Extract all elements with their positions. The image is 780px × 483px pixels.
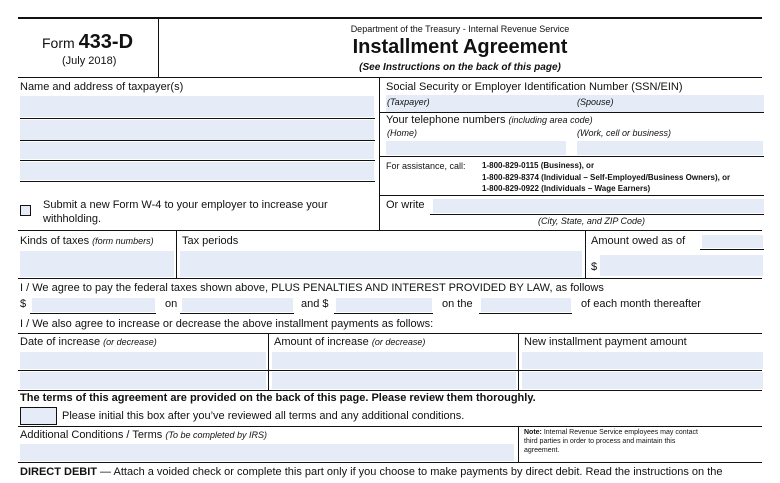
new-installment-label: New installment payment amount bbox=[524, 336, 687, 348]
assistance-label: For assistance, call: bbox=[386, 161, 466, 171]
assistance-phone-1: 1-800-829-0115 (Business), or bbox=[482, 161, 595, 170]
name-address-field-3[interactable] bbox=[20, 142, 374, 159]
additional-conditions-label: Additional Conditions / Terms bbox=[20, 429, 163, 441]
amount-owed-label: Amount owed as of bbox=[591, 235, 686, 247]
or-write-label: Or write bbox=[386, 199, 425, 211]
note-line-3: agreement. bbox=[524, 447, 560, 454]
and-dollar-label: and $ bbox=[301, 298, 329, 310]
form-prefix: Form bbox=[42, 35, 75, 51]
note-label: Note: bbox=[524, 429, 542, 436]
amount-of-increase-field-2[interactable] bbox=[272, 372, 516, 389]
name-rule-1 bbox=[20, 118, 375, 119]
work-phone-field[interactable] bbox=[577, 141, 763, 155]
increase-bottom-rule bbox=[18, 390, 762, 391]
w4-checkbox[interactable] bbox=[20, 205, 31, 216]
increase-top-rule bbox=[18, 333, 762, 334]
home-phone-label: (Home) bbox=[387, 128, 418, 138]
ssn-taxpayer-label: (Taxpayer) bbox=[387, 97, 430, 107]
taxpayer-bottom-rule bbox=[18, 230, 762, 231]
amount-of-increase-hint: (or decrease) bbox=[371, 337, 426, 347]
payment-amount-field[interactable] bbox=[32, 298, 155, 312]
w4-text-line2: withholding. bbox=[43, 213, 102, 225]
kinds-of-taxes-field[interactable] bbox=[20, 251, 174, 277]
terms-bottom-rule bbox=[18, 462, 762, 463]
additional-conditions-field[interactable] bbox=[20, 444, 514, 461]
or-write-field[interactable] bbox=[433, 199, 764, 213]
date-of-increase-field-1[interactable] bbox=[20, 352, 266, 369]
additional-conditions-hint: (To be completed by IRS) bbox=[165, 430, 268, 440]
name-rule-4 bbox=[20, 181, 375, 182]
increase-row-rule bbox=[18, 370, 762, 371]
taxes-divider-1 bbox=[176, 230, 177, 278]
assistance-rule bbox=[380, 195, 764, 196]
agreement-line-1: I / We agree to pay the federal taxes shown above, PLUS PENALTIES AND INTEREST PROVIDED BY LAW, as follows bbox=[20, 282, 604, 294]
kinds-of-taxes-hint: (form numbers) bbox=[92, 236, 154, 246]
name-rule-2 bbox=[20, 140, 375, 141]
form-revision: (July 2018) bbox=[62, 55, 117, 67]
new-installment-field-1[interactable] bbox=[522, 352, 763, 369]
date-of-increase-hint: (or decrease) bbox=[103, 337, 157, 347]
agreement-line-2: I / We also agree to increase or decrease the above installment payments as follows: bbox=[20, 318, 434, 330]
date-of-increase-field-2[interactable] bbox=[20, 372, 266, 389]
direct-debit-label: DIRECT DEBIT bbox=[20, 466, 97, 478]
home-phone-field[interactable] bbox=[386, 141, 566, 155]
note-line-2: third parties in order to process and maintain this bbox=[524, 438, 676, 445]
day-of-month-rule bbox=[479, 313, 572, 314]
name-address-field-4[interactable] bbox=[20, 162, 374, 180]
form-subtitle: (See Instructions on the back of this page) bbox=[359, 62, 561, 73]
payment-amount-rule bbox=[30, 313, 156, 314]
tax-periods-label: Tax periods bbox=[182, 235, 239, 247]
increase-divider-2 bbox=[518, 333, 519, 390]
each-month-label: of each month thereafter bbox=[581, 298, 701, 310]
ssn-spouse-label: (Spouse) bbox=[577, 97, 614, 107]
payment-dollar-sign: $ bbox=[20, 298, 27, 310]
phone-rule bbox=[380, 156, 764, 157]
header-bottom-rule bbox=[18, 77, 762, 78]
taxes-bottom-rule bbox=[18, 278, 762, 279]
form-number bbox=[42, 31, 133, 54]
work-phone-label: (Work, cell or business) bbox=[577, 128, 672, 138]
amount-owed-date-field[interactable] bbox=[702, 235, 763, 248]
amount-of-increase-field-1[interactable] bbox=[272, 352, 516, 369]
phone-label: Your telephone numbers bbox=[386, 114, 506, 126]
ssn-field[interactable] bbox=[386, 95, 764, 112]
initial-box-text: Please initial this box after you’ve reviewed all terms and any additional conditions. bbox=[62, 410, 465, 422]
initial-box[interactable] bbox=[20, 407, 57, 425]
on-the-label: on the bbox=[442, 298, 473, 310]
direct-debit-text: — Attach a voided check or complete this part only if you choose to make payments by direct debit. Read the instructions on the bbox=[97, 466, 723, 478]
w4-text-line1: Submit a new Form W-4 to your employer to increase your bbox=[43, 199, 328, 211]
ssn-rule bbox=[380, 112, 764, 113]
new-installment-field-2[interactable] bbox=[522, 372, 763, 389]
name-address-field-1[interactable] bbox=[20, 96, 374, 117]
payment-date-rule bbox=[180, 313, 294, 314]
ssn-label: Social Security or Employer Identification Number (SSN/EIN) bbox=[386, 81, 683, 93]
terms-rule bbox=[18, 426, 762, 427]
amount-of-increase-label: Amount of increase bbox=[274, 336, 369, 348]
terms-heading: The terms of this agreement are provided on the back of this page. Please review them thoroughly. bbox=[20, 392, 536, 404]
name-address-field-2[interactable] bbox=[20, 120, 374, 140]
agency-name: Department of the Treasury - Internal Revenue Service bbox=[350, 24, 570, 34]
header-divider bbox=[158, 18, 159, 77]
top-rule bbox=[18, 17, 762, 19]
note-line-1: Internal Revenue Service employees may contact bbox=[543, 429, 698, 436]
amount-owed-date-rule bbox=[700, 249, 764, 250]
name-address-label: Name and address of taxpayer(s) bbox=[20, 81, 184, 93]
phone-hint: (including area code) bbox=[508, 115, 593, 125]
kinds-of-taxes-label: Kinds of taxes bbox=[20, 235, 90, 247]
taxpayer-divider bbox=[379, 78, 380, 230]
date-of-increase-label: Date of increase bbox=[20, 336, 101, 348]
monthly-amount-field[interactable] bbox=[336, 298, 432, 312]
form-title: Installment Agreement bbox=[352, 36, 568, 58]
assistance-phone-3: 1-800-829-0922 (Individuals – Wage Earners) bbox=[482, 184, 651, 193]
or-write-rule bbox=[430, 214, 764, 215]
form-number-value: 433-D bbox=[78, 31, 134, 53]
increase-divider-1 bbox=[268, 333, 269, 390]
note-divider bbox=[518, 426, 519, 463]
assistance-phone-2: 1-800-829-8374 (Individual – Self-Employed/Business Owners), or bbox=[482, 173, 731, 182]
name-rule-3 bbox=[20, 160, 375, 161]
payment-date-field[interactable] bbox=[182, 298, 293, 312]
tax-periods-field[interactable] bbox=[180, 251, 582, 277]
day-of-month-field[interactable] bbox=[481, 298, 571, 312]
amount-owed-field[interactable] bbox=[600, 255, 763, 276]
city-state-zip-label: (City, State, and ZIP Code) bbox=[538, 216, 646, 226]
monthly-amount-rule bbox=[334, 313, 433, 314]
taxes-divider-2 bbox=[585, 230, 586, 278]
amount-owed-dollar: $ bbox=[591, 261, 598, 273]
on-label: on bbox=[165, 298, 178, 310]
